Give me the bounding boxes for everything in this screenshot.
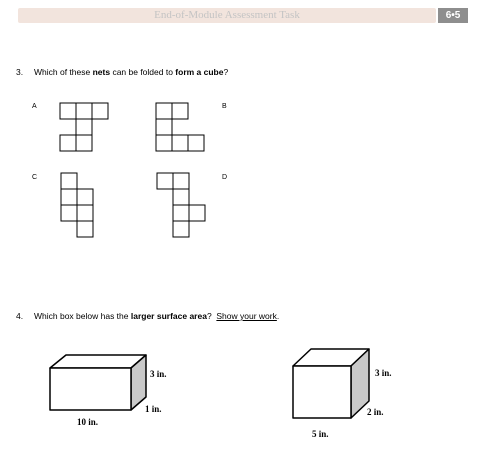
question-text: can be folded to (110, 67, 176, 77)
box-2-depth-label: 2 in. (367, 407, 384, 417)
box-2-height-label: 3 in. (375, 368, 392, 378)
box-2-width-label: 5 in. (312, 429, 329, 439)
question-text: Which of these (34, 67, 93, 77)
question-keyword: larger surface area (130, 311, 207, 321)
box-1-depth-label: 1 in. (145, 404, 162, 414)
show-work-instruction: Show your work (216, 311, 277, 321)
module-badge: 6•5 (438, 8, 468, 23)
question-number: 3. (16, 67, 24, 77)
question-text: Which box below has the (34, 311, 131, 321)
option-label-a: A (32, 103, 37, 110)
question-text: ? (206, 311, 217, 321)
question-text: . (276, 311, 280, 321)
question-keyword: form a cube (175, 67, 224, 77)
question-keyword: nets (92, 67, 111, 77)
question-text: ? (223, 67, 229, 77)
header-title: End-of-Module Assessment Task (154, 9, 300, 21)
option-label-d: D (222, 174, 228, 181)
box-1-height-label: 3 in. (150, 369, 167, 379)
box-1-length-label: 10 in. (77, 417, 99, 427)
option-label-b: B (222, 103, 227, 110)
box-2 (293, 349, 369, 418)
box-1 (50, 355, 146, 410)
option-label-c: C (32, 174, 38, 181)
question-number: 4. (16, 311, 24, 321)
